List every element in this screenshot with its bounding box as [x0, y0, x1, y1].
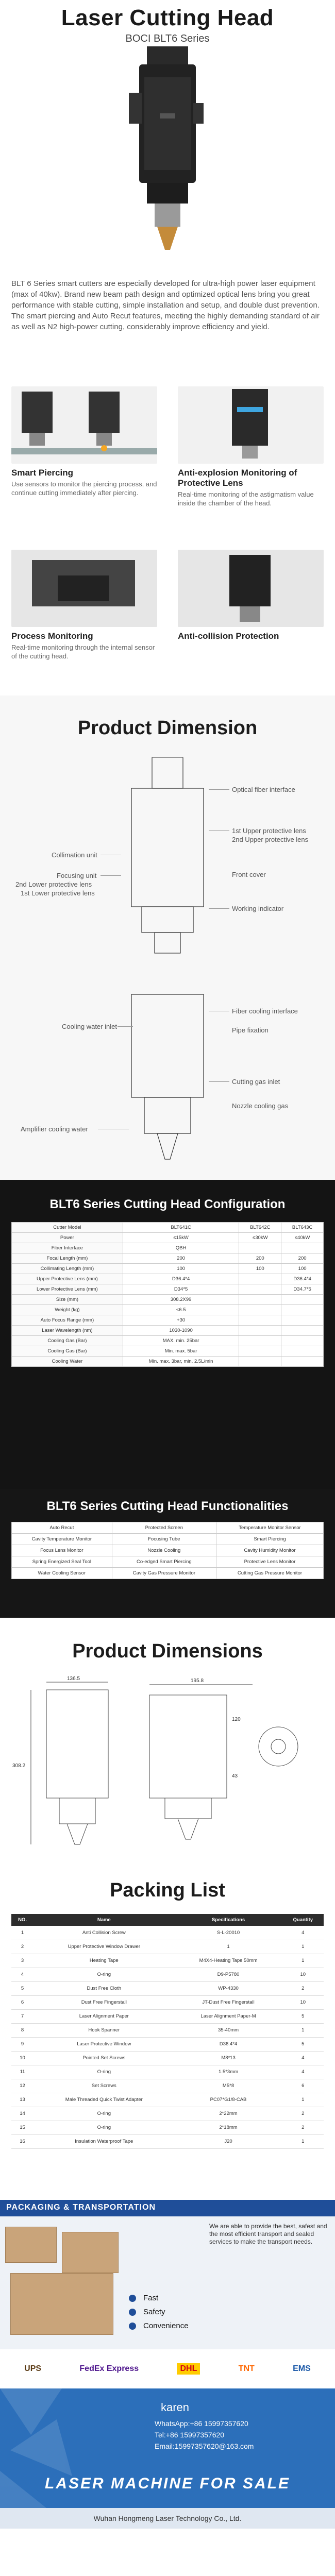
table-row	[11, 1940, 324, 1954]
table-row	[12, 1295, 324, 1305]
table-row	[12, 1534, 324, 1545]
callout-front-cover: Front cover	[232, 871, 266, 878]
table-cell: 2*22mm	[175, 2107, 282, 2121]
table-cell: Laser Alignment Paper	[34, 2009, 175, 2023]
table-cell: Insulation Waterproof Tape	[34, 2134, 175, 2148]
table-cell: 10	[282, 1995, 324, 2009]
contact-section	[0, 2388, 335, 2508]
table-row	[11, 2107, 324, 2121]
table-row	[11, 1995, 324, 2009]
check-icon	[129, 2309, 136, 2316]
table-cell: Cooling Gas (Bar)	[12, 1346, 123, 1357]
table-cell: Weight (kg)	[12, 1305, 123, 1315]
table-cell: O-ring	[34, 2065, 175, 2079]
page-title: Laser Cutting Head	[61, 5, 274, 30]
table-cell: Focal Length (mm)	[12, 1253, 123, 1264]
leader-line	[209, 908, 229, 909]
contact-whatsapp[interactable]: WhatsApp:+86 15997357620	[155, 2419, 248, 2428]
table-cell: <6.5	[123, 1305, 239, 1315]
benefit-safety: Safety	[129, 2308, 189, 2316]
callout-1st-lower: 1st Lower protective lens	[21, 889, 95, 897]
column-header: Specifications	[175, 1914, 282, 1926]
leader-line	[209, 789, 229, 790]
table-cell: 12	[11, 2079, 34, 2093]
table-cell: JT-Dust Free Fingerstall	[175, 1995, 282, 2009]
table-cell: 2	[282, 2107, 324, 2121]
table-row	[12, 1243, 324, 1253]
dhl-logo: DHL	[177, 2363, 200, 2375]
table-cell	[281, 1243, 324, 1253]
table-cell: Co-edged Smart Piercing	[112, 1556, 216, 1568]
cutting-head-image	[119, 46, 216, 258]
table-cell: 1	[11, 1926, 34, 1940]
table-row	[11, 1968, 324, 1981]
table-cell: 1	[282, 2023, 324, 2037]
table-cell	[281, 1295, 324, 1305]
table-cell: 6	[11, 1995, 34, 2009]
table-cell: Laser Protective Window	[34, 2037, 175, 2051]
table-cell: Water Cooling Sensor	[12, 1568, 112, 1579]
table-row	[12, 1336, 324, 1346]
table-row	[11, 2079, 324, 2093]
table-cell: M4X4-Heating Tape 50mm	[175, 1954, 282, 1968]
table-cell: D36.4*4	[281, 1274, 324, 1284]
table-cell	[281, 1357, 324, 1367]
table-cell	[281, 1346, 324, 1357]
table-cell: D34*5	[123, 1284, 239, 1295]
callout-fiber-cooling: Fiber cooling interface	[232, 1007, 298, 1015]
product-dimensions-section	[0, 1618, 335, 1865]
dimension-title: Product Dimension	[77, 717, 258, 739]
table-cell: Anti Collision Screw	[34, 1926, 175, 1940]
table-cell: WP-4330	[175, 1981, 282, 1995]
feature-title: Smart Piercing	[11, 468, 73, 478]
table-cell	[239, 1315, 281, 1326]
table-cell: 14	[11, 2107, 34, 2121]
callout-working-indicator: Working indicator	[232, 905, 284, 912]
carrier-logos	[0, 2349, 335, 2388]
table-cell: Upper Protective Window Drawer	[34, 1940, 175, 1954]
table-cell: Hook Spanner	[34, 2023, 175, 2037]
package-box	[10, 2273, 113, 2335]
table-cell: Smart Piercing	[216, 1534, 323, 1545]
functionalities-table	[11, 1522, 324, 1579]
table-cell: 308.2X99	[123, 1295, 239, 1305]
package-box	[62, 2232, 119, 2273]
functionalities-title: BLT6 Series Cutting Head Functionalities	[46, 1499, 289, 1513]
hero-section	[0, 0, 335, 268]
table-cell: ≤15kW	[123, 1233, 239, 1243]
table-cell: 4	[282, 2065, 324, 2079]
table-cell: 8	[11, 2023, 34, 2037]
packing-title: Packing List	[110, 1879, 225, 1901]
table-row	[11, 2051, 324, 2065]
column-header: Quantity	[282, 1914, 324, 1926]
tnt-logo: TNT	[238, 2364, 255, 2373]
table-cell	[281, 1336, 324, 1346]
table-cell: 1030-1090	[123, 1326, 239, 1336]
config-section	[0, 1180, 335, 1489]
table-cell: J20	[175, 2134, 282, 2148]
company-footer: Wuhan Hongmeng Laser Technology Co., Ltd.	[0, 2508, 335, 2529]
column-header: Name	[34, 1914, 175, 1926]
table-cell: Protected Screen	[112, 1522, 216, 1534]
table-cell: Auto Focus Range (mm)	[12, 1315, 123, 1326]
feature-anti-collision	[178, 550, 324, 696]
table-cell: 100	[123, 1264, 239, 1274]
table-cell: O-ring	[34, 2107, 175, 2121]
table-cell: O-ring	[34, 1968, 175, 1981]
table-cell: BLT643C	[281, 1223, 324, 1233]
callout-collimation: Collimation unit	[52, 851, 97, 859]
table-row	[12, 1274, 324, 1284]
table-row	[12, 1264, 324, 1274]
table-cell: Cavity Gas Pressure Monitor	[112, 1568, 216, 1579]
table-cell	[281, 1305, 324, 1315]
table-row	[11, 2037, 324, 2051]
table-cell: 7	[11, 2009, 34, 2023]
leader-line	[118, 1026, 133, 1027]
callout-cutting-gas: Cutting gas inlet	[232, 1078, 280, 1086]
table-cell: ≤30kW	[239, 1233, 281, 1243]
feature-smart-piercing	[11, 386, 157, 543]
table-cell: Lower Protective Lens (mm)	[12, 1284, 123, 1295]
dim-label-a: 120	[232, 1717, 241, 1722]
feature-title: Process Monitoring	[11, 631, 93, 641]
sale-banner: LASER MACHINE FOR SALE	[44, 2475, 290, 2492]
table-cell: 9	[11, 2037, 34, 2051]
callout-optical-fiber: Optical fiber interface	[232, 786, 295, 793]
anti-explosion-image	[178, 386, 324, 464]
table-cell: Size (mm)	[12, 1295, 123, 1305]
table-cell: 3	[11, 1954, 34, 1968]
table-cell: 4	[11, 1968, 34, 1981]
benefit-convenience: Convenience	[129, 2321, 189, 2330]
table-cell: 1	[282, 1954, 324, 1968]
table-cell: Focus Lens Monitor	[12, 1545, 112, 1556]
table-row	[12, 1522, 324, 1534]
table-cell: 1	[175, 1940, 282, 1954]
table-cell: D36.4*4	[175, 2037, 282, 2051]
dim-label-height: 308.2	[12, 1763, 26, 1769]
table-row	[11, 1926, 324, 1940]
table-cell	[239, 1357, 281, 1367]
table-cell: M5*8	[175, 2079, 282, 2093]
table-cell: Male Threaded Quick Twist Adapter	[34, 2093, 175, 2107]
table-cell: ≤40kW	[281, 1233, 324, 1243]
table-cell: 6	[282, 2079, 324, 2093]
feature-desc: Real-time monitoring of the astigmatism value inside the chamber of the head.	[178, 490, 314, 507]
table-cell: Cavity Humidity Monitor	[216, 1545, 323, 1556]
table-row	[12, 1233, 324, 1243]
table-cell: 2	[282, 1981, 324, 1995]
technical-drawing	[10, 1674, 325, 1855]
table-cell: 4	[282, 2051, 324, 2065]
process-monitoring-image	[11, 550, 157, 627]
table-cell: 100	[281, 1264, 324, 1274]
table-cell: O-ring	[34, 2121, 175, 2134]
table-cell: 1	[282, 2134, 324, 2148]
table-cell: 5	[282, 2037, 324, 2051]
config-title: BLT6 Series Cutting Head Configuration	[49, 1197, 286, 1211]
table-cell: S-L-20010	[175, 1926, 282, 1940]
table-row	[11, 2121, 324, 2134]
table-cell: Pointed Set Screws	[34, 2051, 175, 2065]
check-icon	[129, 2323, 136, 2330]
table-cell: PC07*G1/8-CAB	[175, 2093, 282, 2107]
dimension-section	[0, 696, 335, 1180]
table-cell: 5	[11, 1981, 34, 1995]
contact-tel[interactable]: Tel:+86 15997357620	[155, 2431, 225, 2439]
table-cell: Protective Lens Monitor	[216, 1556, 323, 1568]
shipping-benefits	[129, 2294, 189, 2335]
table-row	[12, 1346, 324, 1357]
callout-2nd-lower: 2nd Lower protective lens	[15, 880, 92, 888]
table-row	[11, 1981, 324, 1995]
table-cell: 200	[239, 1253, 281, 1264]
table-cell: Focusing Tube	[112, 1534, 216, 1545]
table-row	[11, 2134, 324, 2148]
table-cell: Nozzle Cooling	[112, 1545, 216, 1556]
callout-amplifier-water: Amplifier cooling water	[21, 1125, 88, 1133]
dim-label-width: 136.5	[67, 1676, 80, 1682]
feature-desc: Real-time monitoring through the internal sensor of the cutting head.	[11, 643, 155, 660]
table-cell: Dust Free Cloth	[34, 1981, 175, 1995]
table-cell: 2*18mm	[175, 2121, 282, 2134]
table-cell: Laser Alignment Paper-M	[175, 2009, 282, 2023]
table-cell: Spring Energized Seal Tool	[12, 1556, 112, 1568]
packing-table	[11, 1914, 324, 2149]
table-row	[11, 2009, 324, 2023]
ups-logo: UPS	[24, 2364, 42, 2373]
benefit-fast: Fast	[129, 2294, 189, 2302]
features-grid	[0, 386, 335, 696]
table-cell: 2	[282, 2121, 324, 2134]
table-cell: Temperature Monitor Sensor	[216, 1522, 323, 1534]
table-cell: MAX. min. 25bar	[123, 1336, 239, 1346]
table-cell: 100	[239, 1264, 281, 1274]
shipping-text: We are able to provide the best, safest and the most efficient transport and sealed services to make the transport needs.	[209, 2223, 327, 2245]
table-cell: Cutter Model	[12, 1223, 123, 1233]
table-cell: Set Screws	[34, 2079, 175, 2093]
shipping-section	[0, 2216, 335, 2349]
table-cell: 1.5*3mm	[175, 2065, 282, 2079]
table-cell: 13	[11, 2093, 34, 2107]
feature-process-monitoring	[11, 550, 157, 696]
table-row	[12, 1305, 324, 1315]
page-subtitle: BOCI BLT6 Series	[125, 33, 210, 44]
ems-logo: EMS	[293, 2364, 311, 2373]
table-cell: Laser Wavelength (nm)	[12, 1326, 123, 1336]
table-row	[12, 1326, 324, 1336]
table-row	[12, 1315, 324, 1326]
table-cell: 200	[123, 1253, 239, 1264]
table-cell: Cooling Gas (Bar)	[12, 1336, 123, 1346]
table-row	[12, 1568, 324, 1579]
callout-pipe-fixation: Pipe fixation	[232, 1026, 269, 1034]
table-cell: Cavity Temperature Monitor	[12, 1534, 112, 1545]
table-cell: Min. max. 5bar	[123, 1346, 239, 1357]
table-cell: D36.4*4	[123, 1274, 239, 1284]
callout-2nd-upper: 2nd Upper protective lens	[232, 836, 309, 843]
table-cell: Power	[12, 1233, 123, 1243]
table-cell: 200	[281, 1253, 324, 1264]
table-row	[12, 1357, 324, 1367]
table-cell: Cooling Water	[12, 1357, 123, 1367]
functionalities-section	[0, 1489, 335, 1618]
shipping-heading: PACKAGING & TRANSPORTATION	[0, 2200, 335, 2216]
config-table	[11, 1222, 324, 1367]
table-row	[12, 1253, 324, 1264]
table-cell	[239, 1243, 281, 1253]
callout-nozzle-gas: Nozzle cooling gas	[232, 1102, 289, 1110]
table-cell: 16	[11, 2134, 34, 2148]
dim-label-b: 43	[232, 1773, 238, 1779]
table-cell: +30	[123, 1315, 239, 1326]
table-cell: Fiber Interface	[12, 1243, 123, 1253]
table-row	[12, 1556, 324, 1568]
package-box	[5, 2227, 57, 2263]
table-cell: BLT641C	[123, 1223, 239, 1233]
table-cell	[239, 1284, 281, 1295]
packing-section	[0, 1865, 335, 2200]
feature-title: Anti-collision Protection	[178, 631, 279, 641]
column-header: NO.	[11, 1914, 34, 1926]
anti-collision-image	[178, 550, 324, 627]
product-dimensions-title: Product Dimensions	[72, 1640, 263, 1662]
fedex-logo: FedEx Express	[79, 2364, 139, 2373]
table-cell: 1	[282, 1940, 324, 1954]
intro-paragraph: BLT 6 Series smart cutters are especially developed for ultra-high power laser equipment (max of 40kw). Brand new beam path design and optimized optical lens bring you great performance with stable cutting, simple installation and setup, and double dust prevention. The smart piercing and Auto Recut features, meeting the highly demanding standard of air as well as N2 high-power cutting, considerably improve efficiency and yield.	[11, 279, 320, 331]
table-cell	[239, 1346, 281, 1357]
table-row	[11, 2093, 324, 2107]
table-cell: Cutting Gas Pressure Monitor	[216, 1568, 323, 1579]
feature-title: Anti-explosion Monitoring of Protective Lens	[178, 468, 297, 488]
table-cell: BLT642C	[239, 1223, 281, 1233]
contact-name: karen	[161, 2401, 190, 2414]
table-cell: 2	[11, 1940, 34, 1954]
table-cell: Collimating Length (mm)	[12, 1264, 123, 1274]
table-cell	[281, 1326, 324, 1336]
table-row	[11, 2023, 324, 2037]
dimension-diagram	[116, 757, 219, 1170]
check-icon	[129, 2295, 136, 2302]
table-row	[12, 1284, 324, 1295]
table-cell: D9-P5780	[175, 1968, 282, 1981]
table-cell: 5	[282, 2009, 324, 2023]
table-cell	[281, 1315, 324, 1326]
table-cell: M8*13	[175, 2051, 282, 2065]
table-cell: 10	[282, 1968, 324, 1981]
table-cell: Auto Recut	[12, 1522, 112, 1534]
table-cell: Dust Free Fingerstall	[34, 1995, 175, 2009]
table-cell: Min. max. 3bar, min. 2.5L/min	[123, 1357, 239, 1367]
table-cell: 10	[11, 2051, 34, 2065]
leader-line	[100, 875, 121, 876]
table-cell: 4	[282, 1926, 324, 1940]
table-cell	[239, 1305, 281, 1315]
table-row	[11, 1954, 324, 1968]
table-row	[11, 2065, 324, 2079]
feature-anti-explosion	[178, 386, 324, 543]
callout-1st-upper: 1st Upper protective lens	[232, 827, 306, 835]
table-cell: Heating Tape	[34, 1954, 175, 1968]
dim-label-side-width: 195.8	[191, 1678, 204, 1684]
contact-email[interactable]: Email:15997357620@163.com	[155, 2442, 254, 2450]
table-cell: Upper Protective Lens (mm)	[12, 1274, 123, 1284]
table-cell	[239, 1326, 281, 1336]
table-cell	[239, 1274, 281, 1284]
table-cell: 1	[282, 2093, 324, 2107]
table-cell: QBH	[123, 1243, 239, 1253]
table-cell: 15	[11, 2121, 34, 2134]
table-row	[12, 1545, 324, 1556]
feature-desc: Use sensors to monitor the piercing process, and continue cutting immediately after piercing.	[11, 480, 157, 497]
callout-focusing: Focusing unit	[57, 872, 97, 879]
table-header-row	[12, 1223, 324, 1233]
smart-piercing-image	[11, 386, 157, 464]
table-cell: 11	[11, 2065, 34, 2079]
table-cell: D34.7*5	[281, 1284, 324, 1295]
table-cell	[239, 1295, 281, 1305]
table-cell: 35-40mm	[175, 2023, 282, 2037]
table-cell	[239, 1336, 281, 1346]
leader-line	[209, 1081, 229, 1082]
callout-cooling-inlet: Cooling water inlet	[62, 1023, 117, 1030]
